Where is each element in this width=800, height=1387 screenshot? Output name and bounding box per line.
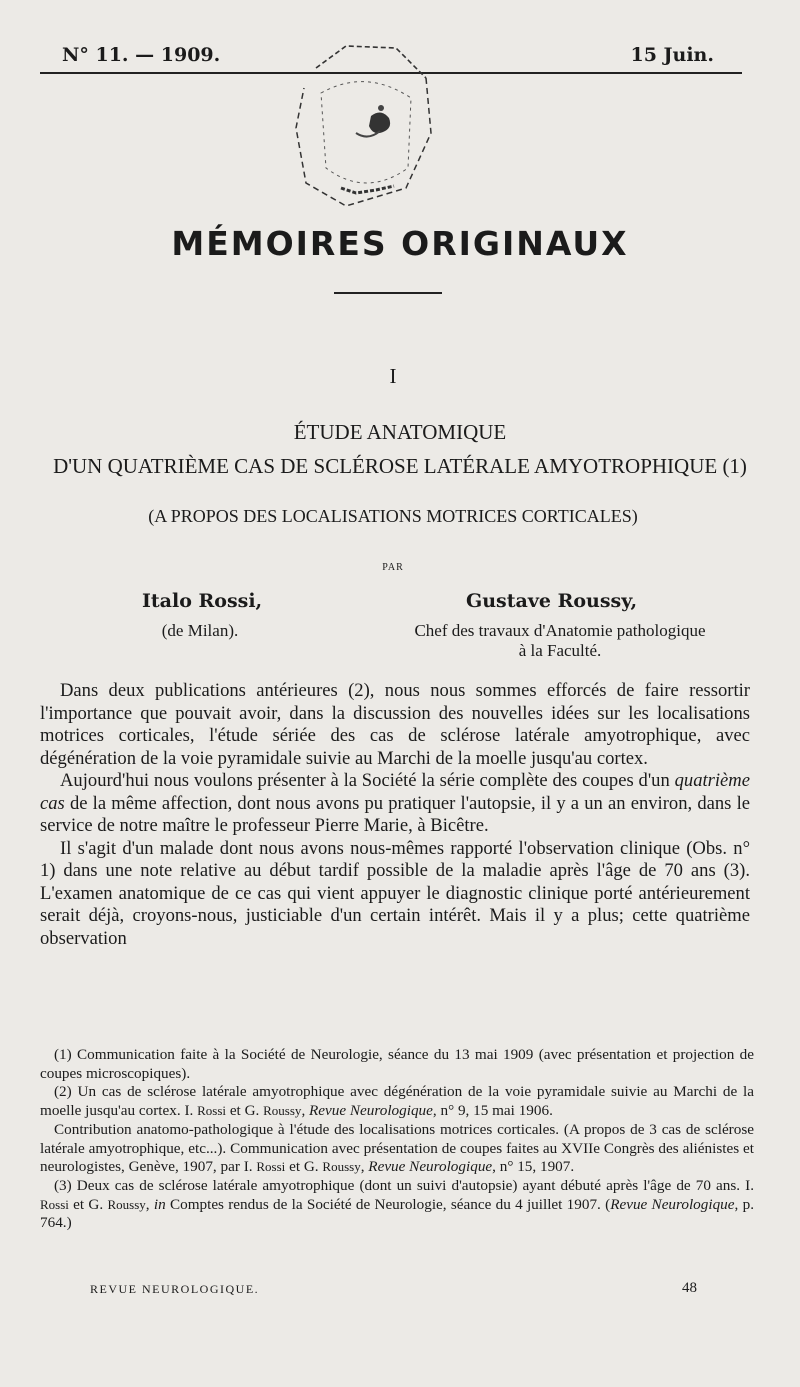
author-affiliation-rossi: (de Milan).: [161, 621, 239, 640]
issue-date: 15 Juin.: [630, 44, 714, 66]
body-p2-text-b: de la même affection, dont nous avons pu pratiquer l'autopsie, il y a un an environ, dans le service de notre maître le professeur Pierre Marie, à Bicêtre.: [40, 792, 750, 836]
article-body: [40, 680, 750, 950]
footnote-2: (2) Un cas de sclérose latérale amyotrophique avec dégénération de la voie pyramidale suivie au Marchi de la moelle jusqu'au cortex. I. Rossi et G. Roussy, Revue Neurologique, n° 9, 15 mai 1906.: [40, 1083, 754, 1120]
author-affiliation-roussy-line1: Chef des travaux d'Anatomie pathologique: [414, 621, 706, 640]
body-paragraph-3: Il s'agit d'un malade dont nous avons nous-mêmes rapporté l'observation clinique (Obs. n° 1) dans une note relative au début tardif possible de la maladie après l'âge de 70 ans (3). L'examen anatomique de ce cas qui vient appuyer le diagnostic clinique porté antérieurement serait déjà, croyons-nous, justiciable d'un certain intérêt. Mais il y a plus; cette quatrième observation: [40, 837, 750, 949]
footnotes: [40, 1046, 754, 1233]
author-affiliation-roussy-line2: à la Faculté.: [518, 641, 602, 660]
body-paragraph-2: [40, 770, 750, 838]
article-title-line1: ÉTUDE ANATOMIQUE: [293, 420, 507, 444]
author-name-roussy: Gustave Roussy,: [466, 590, 638, 612]
article-number: I: [389, 364, 397, 388]
section-title: MÉMOIRES ORIGINAUX: [171, 224, 629, 263]
page-number: 48: [682, 1280, 697, 1296]
footnote-3: (3) Deux cas de sclérose latérale amyotrophique (dont un suivi d'autopsie) ayant débuté après l'âge de 70 ans. I. Rossi et G. Roussy, in Comptes rendus de la Société de Neurologie, séance du 4 juillet 1907. (Revue Neurologique, p. 764.): [40, 1176, 754, 1232]
footnote-2-continued: Contribution anatomo-pathologique à l'étude des localisations motrices corticales. (A propos de 3 cas de sclérose latérale amyotrophique, etc...). Communication avec présentation de coupes faites au XVIIe Congrès des aliénistes et neurologistes, Genève, 1907, par I. Rossi et G. Roussy, Revue Neurologique, n° 15, 1907.: [40, 1120, 754, 1176]
article-subtitle: (A PROPOS DES LOCALISATIONS MOTRICES CORTICALES): [148, 506, 638, 526]
library-stamp: [286, 38, 446, 213]
title-rule: [334, 292, 442, 294]
par-label: PAR: [382, 562, 404, 573]
footnote-1: (1) Communication faite à la Société de Neurologie, séance du 13 mai 1909 (avec présentation et projection de coupes microscopiques).: [40, 1046, 754, 1082]
issue-number: N° 11. — 1909.: [62, 44, 221, 66]
journal-name: REVUE NEUROLOGIQUE.: [90, 1282, 260, 1296]
article-title-line2: D'UN QUATRIÈME CAS DE SCLÉROSE LATÉRALE AMYOTROPHIQUE (1): [53, 454, 747, 478]
body-p2-emphasis: quatrième cas: [40, 770, 750, 814]
body-paragraph-1: Dans deux publications antérieures (2), nous nous sommes efforcés de faire ressortir l'importance que pouvait avoir, dans la discussion des nouvelles idées sur les localisations motrices corticales, l'étude sériée des cas de sclérose latérale amyotrophique, avec dégénération de la voie pyramidale suivie au Marchi de la moelle jusqu'au cortex.: [40, 680, 750, 769]
author-name-rossi: Italo Rossi,: [142, 590, 263, 612]
body-p2-text-a: Aujourd'hui nous voulons présenter à la Société la série complète des coupes d'un: [60, 770, 675, 791]
